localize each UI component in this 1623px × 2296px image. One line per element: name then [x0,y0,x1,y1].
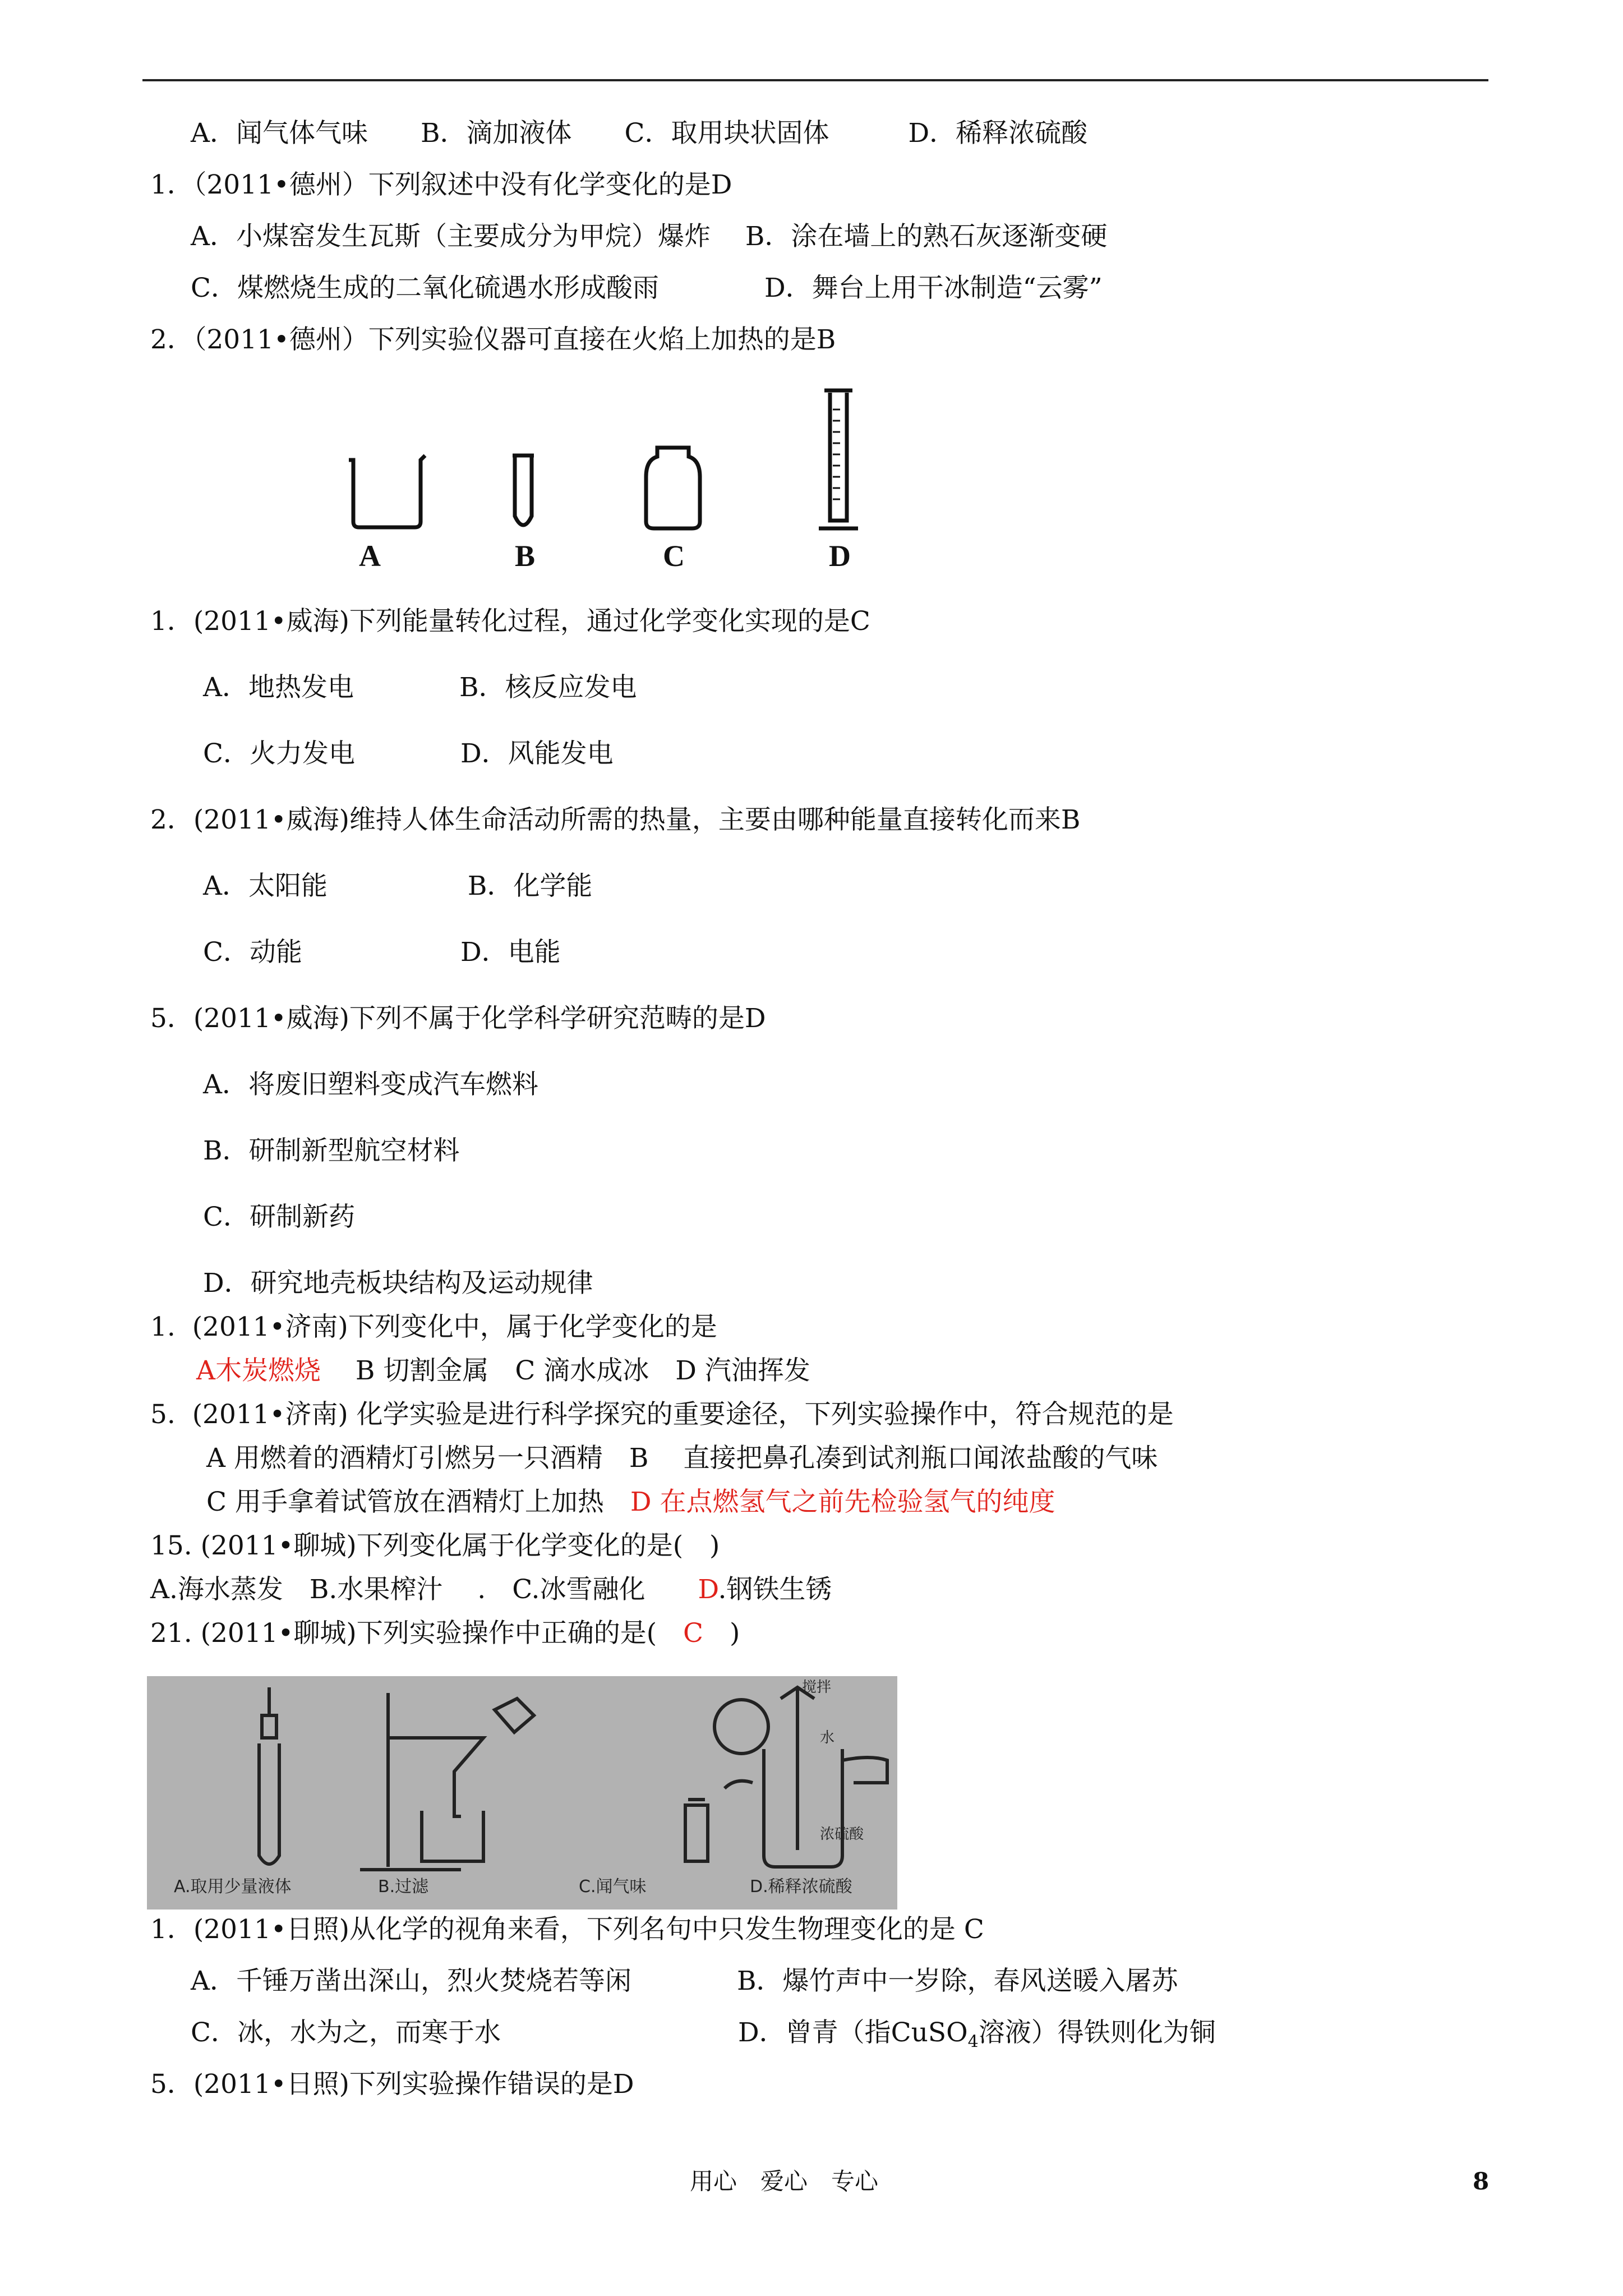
text-segment: C 用手拿着试管放在酒精灯上加热 [206,1487,630,1517]
text-line: C．火力发电 D．风能发电 [203,738,614,769]
text-segment: C．冰，水为之，而寒于水 D．曾青（指CuSO [191,2017,968,2048]
acid-label: 浓硫酸 [820,1826,864,1843]
text-line: C．动能 D．电能 [203,937,561,968]
text-line: A．地热发电 B．核反应发电 [203,672,637,703]
label-d: D [829,539,851,573]
text-line: 1．(2011•威海)下列能量转化过程，通过化学变化实现的是C [150,606,870,637]
text-segment: ) [703,1618,740,1649]
label-c: C [663,539,685,573]
label-b: B [515,539,536,573]
text-segment: A.海水蒸发 B.水果榨汁 . C.冰雪融化 [150,1574,698,1605]
water-label: 水 [820,1729,835,1746]
text-line: A．将废旧塑料变成汽车燃料 [203,1069,538,1100]
text-segment: 21. (2011•聊城)下列实验操作中正确的是( [150,1618,684,1649]
text-line: 5．(2011•日照)下列实验操作错误的是D [150,2069,634,2100]
caption-a: A.取用少量液体 [174,1877,292,1897]
text-line: A．闻气体气味 B．滴加液体 C．取用块状固体 D．稀释浓硫酸 [191,118,1088,149]
text-line: B．研制新型航空材料 [203,1135,460,1166]
text-segment: 4 [967,2032,979,2052]
caption-c: C.闻气味 [579,1877,647,1897]
lab-operations-photo [147,1676,897,1910]
label-a: A [359,539,381,573]
footer-motto: 用心 爱心 专心 [690,2168,879,2195]
beaker-icon [349,455,425,527]
answer-text: A木炭燃烧 [196,1355,321,1386]
text-segment: .钢铁生锈 [718,1574,832,1605]
text-line: 5．(2011•威海)下列不属于化学科学研究范畴的是D [150,1003,766,1034]
text-line [196,1354,810,1388]
text-line: 15. (2011•聊城)下列变化属于化学变化的是( ) [150,1530,720,1561]
text-line: 1．(2011•日照)从化学的视角来看，下列名句中只发生物理变化的是 C [150,1914,984,1945]
jar-icon [646,448,700,528]
header-rule [142,79,1488,81]
text-line: 2．(2011•威海)维持人体生命活动所需的热量，主要由哪种能量直接转化而来B [150,804,1081,835]
text-line: D．研究地壳板块结构及运动规律 [203,1268,593,1299]
text-line: C．研制新药 [203,1202,355,1232]
text-line: 5. (2011•济南) 化学实验是进行科学探究的重要途径，下列实验操作中，符合规范的是 [150,1399,1174,1430]
apparatus-drawing [336,387,897,544]
test-tube-icon [513,455,534,525]
caption-b: B.过滤 [378,1877,429,1897]
text-line [191,2016,1216,2059]
stir-label: 搅拌 [802,1679,832,1696]
text-segment: B 切割金属 C 滴水成冰 D 汽油挥发 [320,1355,810,1386]
text-line: C．煤燃烧生成的二氧化硫遇水形成酸雨 D．舞台上用干冰制造“云雾” [191,273,1103,303]
text-line: A．太阳能 B．化学能 [203,871,593,901]
text-line: A．千锤万凿出深山，烈火焚烧若等闲 B．爆竹声中一岁除，春风送暖入屠苏 [191,1966,1178,1996]
text-line: A．小煤窑发生瓦斯（主要成分为甲烷）爆炸 B．涂在墙上的熟石灰逐渐变硬 [191,221,1108,252]
answer-text: D 在点燃氢气之前先检验氢气的纯度 [630,1487,1055,1517]
text-segment: 溶液）得铁则化为铜 [978,2017,1216,2048]
text-line: A 用燃着的酒精灯引燃另一只酒精 B 直接把鼻孔凑到试剂瓶口闻浓盐酸的气味 [206,1443,1158,1474]
answer-text: D [698,1574,718,1605]
caption-d: D.稀释浓硫酸 [750,1877,852,1897]
text-line: 2．（2011•德州）下列实验仪器可直接在火焰上加热的是B [150,324,836,355]
text-line: 1. (2011•济南)下列变化中，属于化学变化的是 [150,1312,717,1342]
answer-text: C [683,1618,703,1649]
page-number: 8 [1473,2168,1490,2195]
apparatus-figure [336,387,897,589]
text-line [150,1573,832,1607]
text-line [206,1485,1055,1519]
text-line: 1．（2011•德州）下列叙述中没有化学变化的是D [150,169,732,200]
text-line [150,1617,740,1650]
